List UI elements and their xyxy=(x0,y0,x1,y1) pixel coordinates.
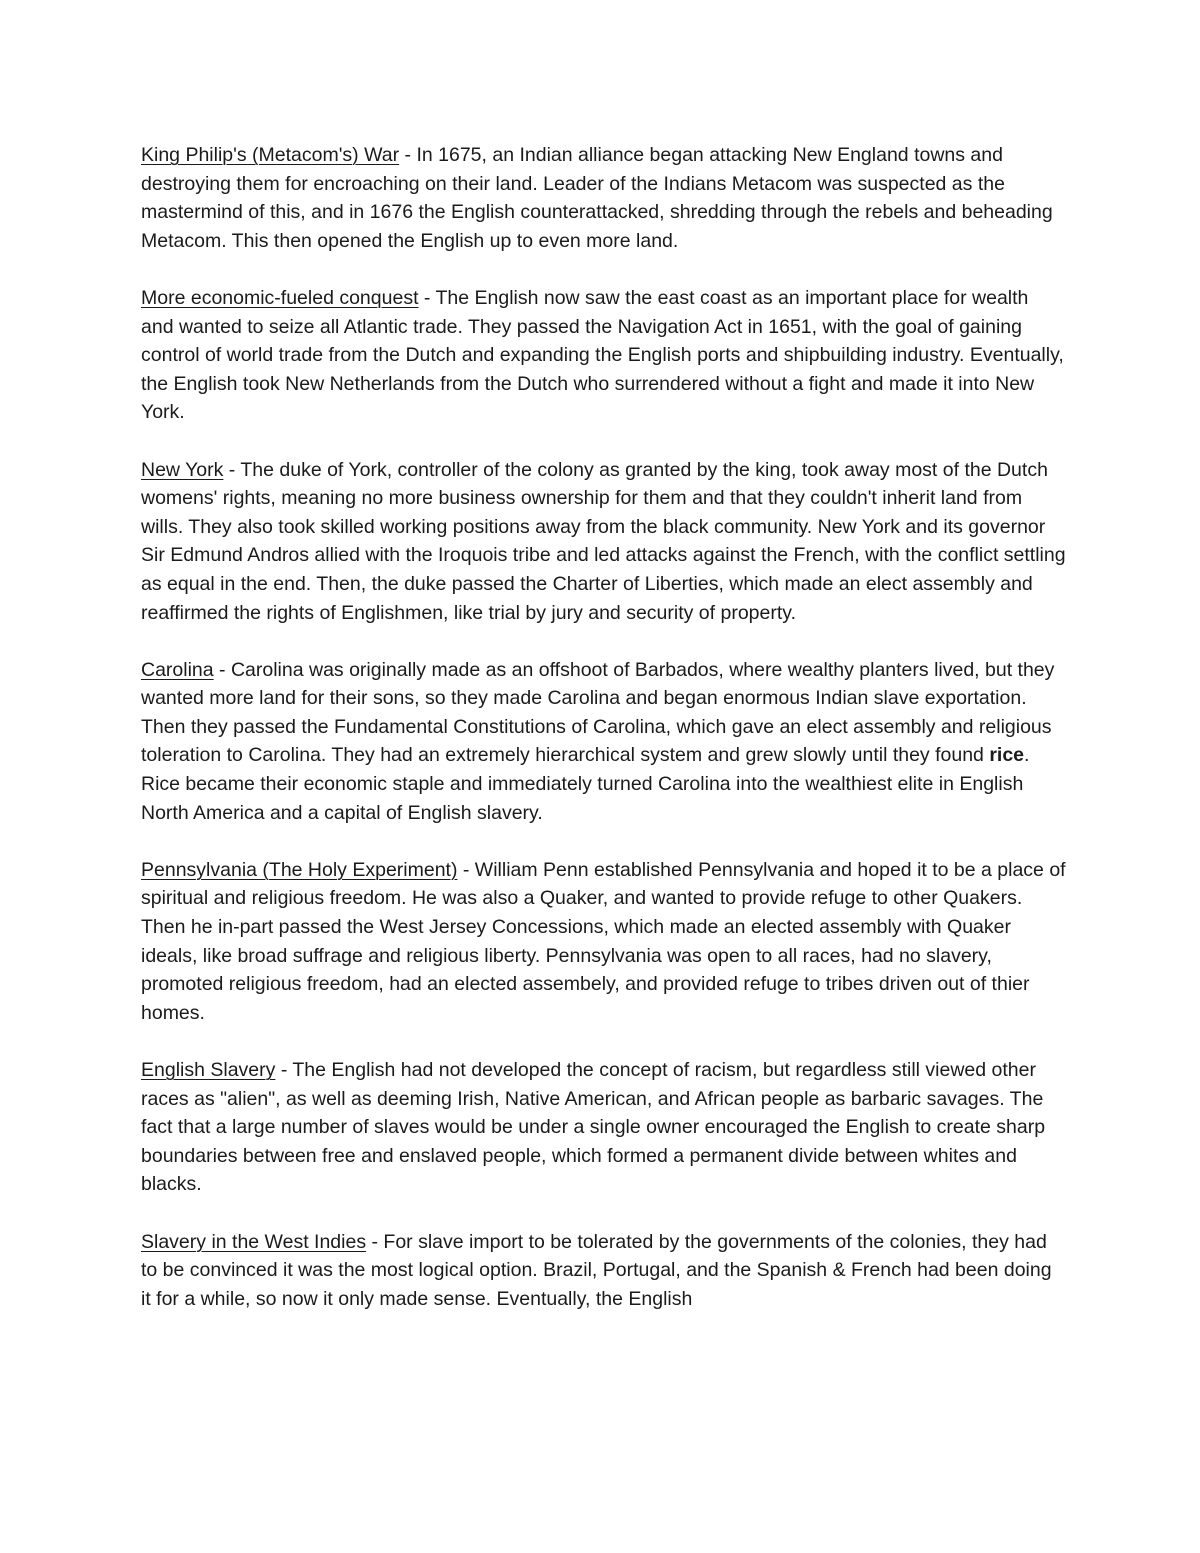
section-bold-term: rice xyxy=(989,744,1025,767)
section-term: English Slavery xyxy=(141,1059,276,1081)
section-king-philips-war xyxy=(141,141,1066,255)
section-body: - The duke of York, controller of the colony as granted by the king, took away most of the Dutch womens' rights, meaning no more business ownership for them and that they couldn't inherit land from wills. They also took skilled working positions away from the black community. New York and its governor Sir Edmund Andros allied with the Iroquois tribe and led attacks against the French, with the conflict settling as equal in the end. Then, the duke passed the Charter of Liberties, which made an elect assembly and reaffirmed the rights of Englishmen, like trial by jury and security of property. xyxy=(141,458,1066,624)
section-term: Carolina xyxy=(141,658,214,681)
document-page xyxy=(141,141,1066,1342)
section-new-york xyxy=(141,456,1066,628)
section-economic-conquest xyxy=(141,284,1066,427)
section-body: - The English had not developed the concept of racism, but regardless still viewed other races as "alien", as well as deeming Irish, Native American, and African people as barbaric savages. The fact that a large number of slaves would be under a single owner encouraged the English to create sharp boundaries between free and enslaved people, which formed a permanent divide between whites and blacks. xyxy=(141,1059,1046,1196)
section-carolina xyxy=(141,656,1066,828)
section-term: Pennsylvania (The Holy Experiment) xyxy=(141,858,458,881)
section-body: - For slave import to be tolerated by the governments of the colonies, they had to be convinced it was the most logical option. Brazil, Portugal, and the Spanish & French had been doing it for a while, so now it only made sense. Eventually, the English xyxy=(141,1230,1052,1310)
section-west-indies-slavery xyxy=(141,1228,1066,1314)
section-body: - Carolina was originally made as an offshoot of Barbados, where wealthy planters lived, but they wanted more land for their sons, so they made Carolina and began enormous Indian slave exportation. Then they passed the Fundamental Constitutions of Carolina, which gave an elect assembly and religious toleration to Carolina. They had an extremely hierarchical system and grew slowly until they found xyxy=(141,658,1055,767)
section-english-slavery xyxy=(141,1056,1066,1199)
section-term: New York xyxy=(141,458,224,481)
section-body: - In 1675, an Indian alliance began attacking New England towns and destroying them for encroaching on their land. Leader of the Indians Metacom was suspected as the mastermind of this, and in 1676 the English counterattacked, shredding through the rebels and beheading Metacom. This then opened the English up to even more land. xyxy=(141,144,1053,252)
section-body: - The English now saw the east coast as an important place for wealth and wanted to seize all Atlantic trade. They passed the Navigation Act in 1651, with the goal of gaining control of world trade from the Dutch and expanding the English ports and shipbuilding industry. Eventually, the English took New Netherlands from the Dutch who surrendered without a fight and made it into New York. xyxy=(141,286,1064,424)
section-pennsylvania xyxy=(141,856,1066,1028)
section-term: Slavery in the West Indies xyxy=(141,1230,367,1253)
section-term: More economic-fueled conquest xyxy=(141,286,419,309)
section-body-continued: . Rice became their economic staple and immediately turned Carolina into the wealthiest elite in English North America and a capital of English slavery. xyxy=(141,744,1030,824)
section-body: - William Penn established Pennsylvania and hoped it to be a place of spiritual and religious freedom. He was also a Quaker, and wanted to provide refuge to other Quakers. Then he in-part passed the West Jersey Concessions, which made an elected assembly with Quaker ideals, like broad suffrage and religious liberty. Pennsylvania was open to all races, had no slavery, promoted religious freedom, had an elected assembely, and provided refuge to tribes driven out of thier homes. xyxy=(141,858,1066,1024)
section-term: King Philip's (Metacom's) War xyxy=(141,144,400,166)
